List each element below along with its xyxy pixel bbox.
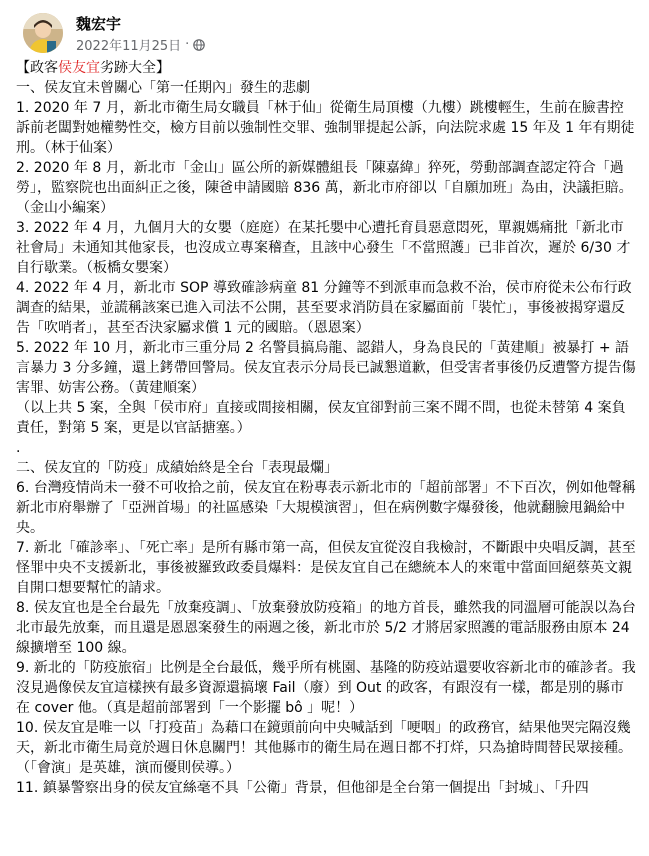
- title-name-link[interactable]: 侯友宜: [58, 60, 100, 76]
- title-prefix: 【政客: [16, 60, 58, 76]
- post-meta: [76, 35, 205, 54]
- list-item: 8. 侯友宜也是全台最先「放棄疫調」、「放棄發放防疫箱」的地方首長，雖然我的同溫層可能誤以為台北市最先放棄，而且還是恩恩案發生的兩週之後，新北市於 5/2 才將居家照護的電話服務由原本 24 線擴增至 100 線。: [16, 600, 636, 656]
- section-heading-1: 一、侯友宜未曾關心「第一任期內」發生的悲劇: [16, 80, 310, 96]
- list-item: 4. 2022 年 4 月，新北市 SOP 導致確診病童 81 分鐘等不到派車而急救不治，侯市府從未公布行政調查的結果，並謊稱該案已進入司法不公開，甚至要求消防員在家屬面前「裝忙」，事後被揭穿還反告「吹哨者」，甚至否決家屬求償 1 元的國賠。（恩恩案）: [16, 280, 632, 336]
- meta-separator: ·: [185, 37, 190, 52]
- avatar-image: [23, 13, 63, 53]
- dot-line: .: [16, 440, 21, 456]
- list-item: 7. 新北「確診率」、「死亡率」是所有縣市第一高，但侯友宜從沒自我檢討，不斷跟中央唱反調，甚至怪罪中央不支援新北，事後被羅致政委員爆料：是侯友宜自己在總統本人的來電中當面回絕蔡英文親自開口想要幫忙的請求。: [16, 540, 636, 596]
- list-item: 10. 侯友宜是唯一以「打疫苗」為藉口在鏡頭前向中央喊話到「哽咽」的政務官，結果他哭完隔沒幾天，新北市衛生局竟於週日休息關門！其他縣市的衛生局在週日都不打烊，只為搶時間替民眾接種。（「會演」是英雄，演而優則侯導。）: [16, 720, 632, 776]
- section-heading-2: 二、侯友宜的「防疫」成績始終是全台「表現最爛」: [16, 460, 338, 476]
- post-header: [16, 0, 637, 58]
- author-name[interactable]: 魏宏宇: [76, 15, 122, 33]
- list-item: 6. 台灣疫情尚未一發不可收拾之前，侯友宜在粉專表示新北市的「超前部署」不下百次，例如他聲稱新北市府舉辦了「亞洲首場」的社區感染「大規模演習」，但在病例數字爆發後，他就翻臉甩鍋給中央。: [16, 480, 636, 536]
- title-suffix: 劣跡大全】: [100, 60, 170, 76]
- list-item: 2. 2020 年 8 月，新北市「金山」區公所的新媒體組長「陳嘉緯」猝死，勞動部調查認定符合「過勞」，監察院也出面糾正之後，陳爸申請國賠 836 萬，新北市府卻以「自願加班」為由，決議拒賠。（金山小編案）: [16, 160, 633, 216]
- list-item: 1. 2020 年 7 月，新北市衛生局女職員「林于仙」從衛生局頂樓（九樓）跳樓輕生，生前在臉書控訴前老闆對她權勢性交，檢方目前以強制性交罪、強制罪提起公訴，向法院求處 15 年及 1 年有期徒刑。（林于仙案）: [16, 100, 635, 156]
- author-avatar[interactable]: [23, 13, 63, 53]
- post-date[interactable]: 2022年11月25日: [76, 39, 182, 54]
- globe-icon[interactable]: [193, 39, 205, 51]
- list-item: 5. 2022 年 10 月，新北市三重分局 2 名警員搞烏龍、認錯人，身為良民的「黃建順」被暴打 + 語言暴力 3 分多鐘，還上銬帶回警局。侯友宜表示分局長已誠懇道歉，但受害者事後仍反遭警方提告傷害罪、妨害公務。（黃建順案）: [16, 340, 636, 396]
- post-title: [16, 58, 637, 78]
- post-body: [16, 58, 637, 798]
- list-item: 11. 鎮暴警察出身的侯友宜絲毫不具「公衛」背景，但他卻是全台第一個提出「封城」、「升四: [16, 780, 589, 796]
- summary-text: （以上共 5 案，全與「侯市府」直接或間接相關，侯友宜卻對前三案不聞不問，也從未替第 4 案負責任，對第 5 案，更是以官話搪塞。）: [16, 400, 626, 436]
- list-item: 3. 2022 年 4 月，九個月大的女嬰（庭庭）在某托嬰中心遭托育員惡意悶死，單親媽痛批「新北市社會局」未通知其他家長，也沒成立專案稽查，且該中心發生「不當照護」已非首次，遲於 6/30 才自行歇業。（板橋女嬰案）: [16, 220, 631, 276]
- list-item: 9. 新北的「防疫旅宿」比例是全台最低，幾乎所有桃園、基隆的防疫站還要收容新北市的確診者。我沒見過像侯友宜這樣挾有最多資源還搞壞 Fail（廢）到 Out 的政客，有跟沒有一樣，都是別的縣市在 cover 他。（真是超前部署到「一个影擺 bô 」呢！）: [16, 660, 636, 716]
